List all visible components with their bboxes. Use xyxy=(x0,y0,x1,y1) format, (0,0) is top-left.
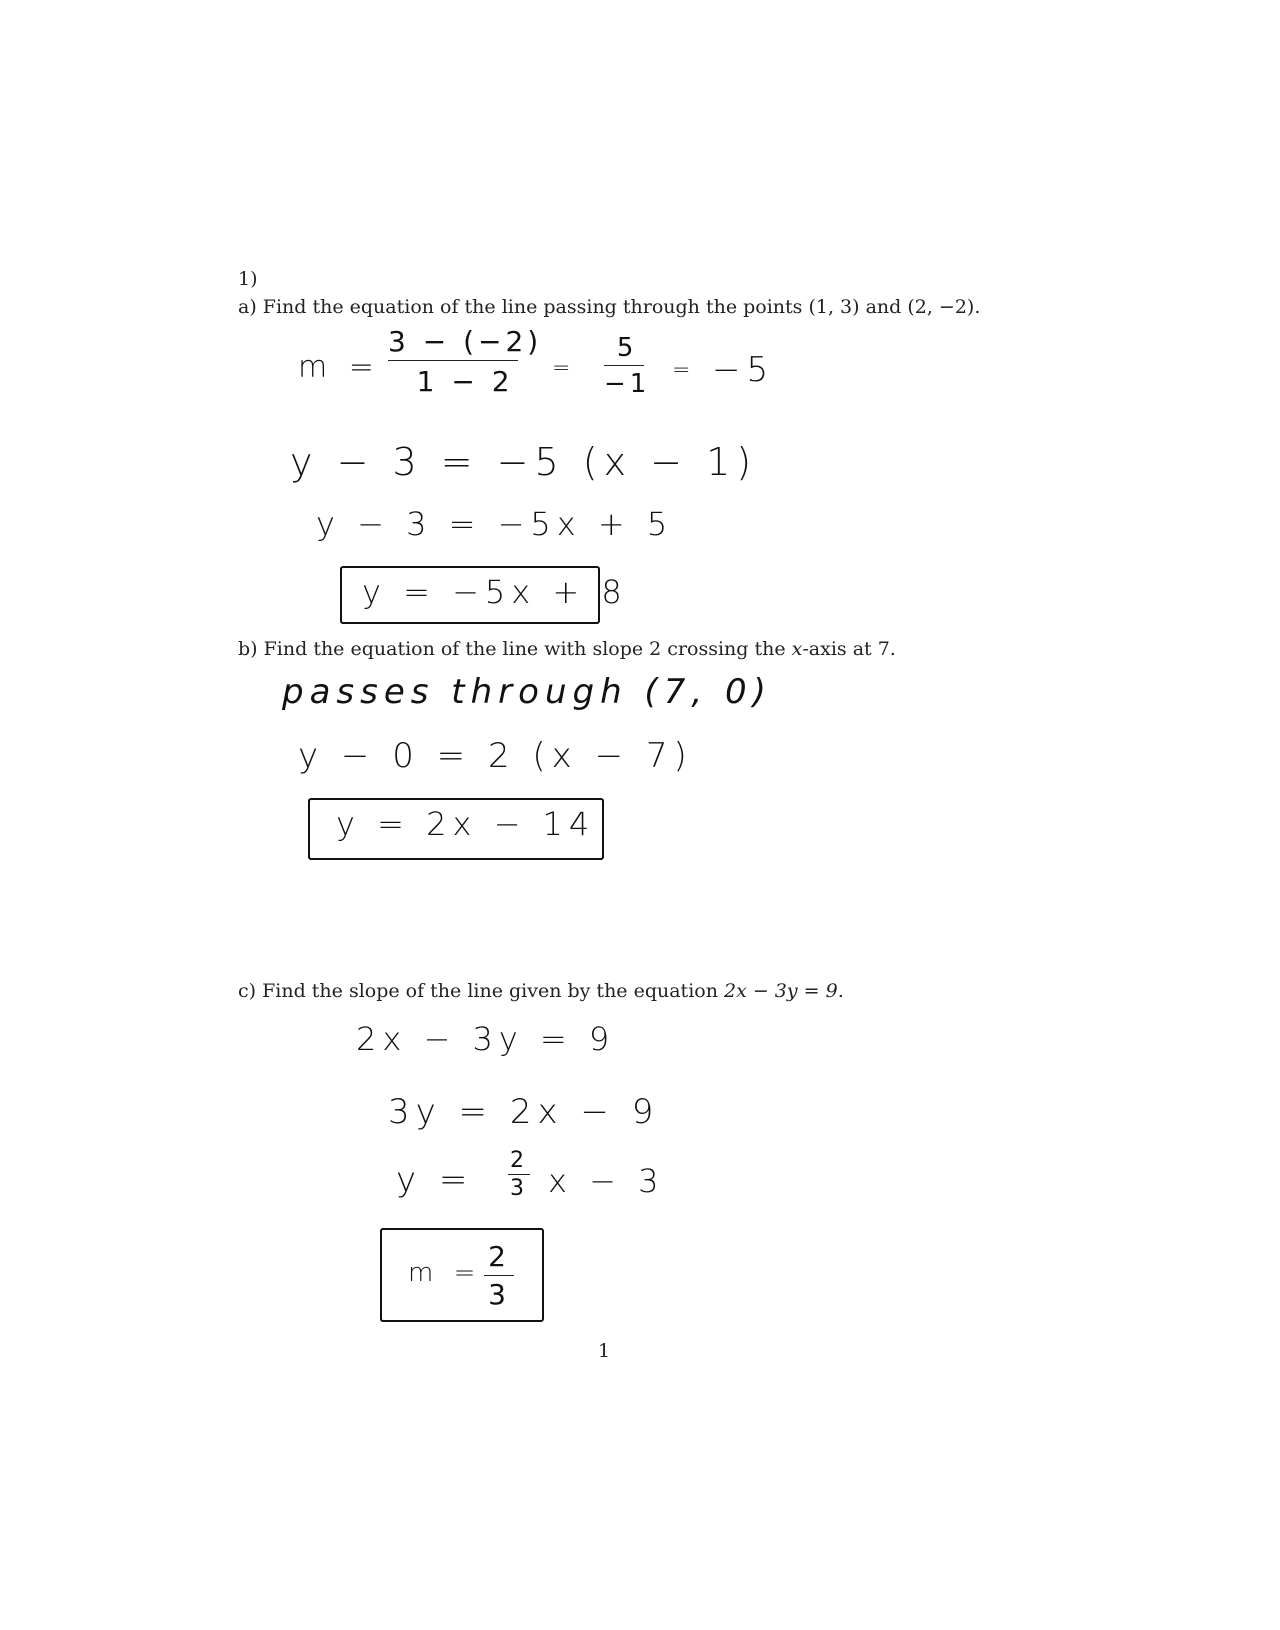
part-c-work-line-3-right: x − 3 xyxy=(548,1162,665,1200)
fraction-bar xyxy=(604,365,644,366)
part-c-prompt-equation: 2x − 3y = 9 xyxy=(723,980,838,1002)
part-c-work-line-2: 3y = 2x − 9 xyxy=(388,1092,660,1132)
part-c-prompt-end: . xyxy=(837,980,844,1002)
part-b-work-line-2: y − 0 = 2 (x − 7) xyxy=(298,736,693,776)
part-b-work-line-1: passes through (7, 0) xyxy=(282,672,772,712)
part-a-slope-fraction-2 xyxy=(604,333,650,399)
part-a-work-line-2: y − 3 = −5x + 5 xyxy=(316,505,674,543)
fraction-denominator: −1 xyxy=(604,369,651,399)
fraction-denominator: 1 − 2 xyxy=(416,365,514,398)
part-a-equals-2: = xyxy=(672,358,697,383)
part-b-answer: y = 2x − 14 xyxy=(336,805,596,843)
page-number: 1 xyxy=(598,1340,611,1362)
part-a-slope-label: m = xyxy=(298,350,380,385)
part-b-prompt-variable: x xyxy=(791,638,803,660)
fraction-bar xyxy=(508,1174,530,1175)
part-c-work-line-1: 2x − 3y = 9 xyxy=(356,1020,616,1058)
part-b-prompt-end: -axis at 7. xyxy=(802,638,896,660)
fraction-numerator: 5 xyxy=(616,333,638,363)
fraction-denominator: 3 xyxy=(510,1176,528,1201)
fraction-numerator: 2 xyxy=(488,1240,510,1273)
part-c-answer-left: m = xyxy=(408,1258,482,1288)
part-a-work-line-1: y − 3 = −5 (x − 1) xyxy=(290,440,758,484)
fraction-bar xyxy=(388,360,518,361)
problem-number: 1) xyxy=(238,268,258,290)
part-a-answer: y = −5x + 8 xyxy=(362,573,628,611)
part-c-answer-fraction xyxy=(484,1240,514,1311)
part-a-prompt: a) Find the equation of the line passing through the points (1, 3) and (2, −2). xyxy=(238,296,981,318)
fraction-bar xyxy=(484,1275,514,1276)
fraction-numerator: 2 xyxy=(510,1148,528,1173)
part-a-equals-1: = xyxy=(552,356,577,381)
part-a-slope-fraction-1 xyxy=(388,325,542,398)
part-c-prompt xyxy=(238,980,844,1002)
part-b-prompt xyxy=(238,638,896,660)
part-b-prompt-start: b) Find the equation of the line with slope 2 crossing the xyxy=(238,638,792,660)
part-c-prompt-start: c) Find the slope of the line given by the equation xyxy=(238,980,724,1002)
part-c-work-line-3-left: y = xyxy=(396,1160,474,1200)
fraction-numerator: 3 − (−2) xyxy=(388,325,543,358)
part-a-slope-value: −5 xyxy=(712,350,775,390)
part-c-work-line-3-fraction xyxy=(508,1148,530,1201)
fraction-denominator: 3 xyxy=(488,1278,510,1311)
